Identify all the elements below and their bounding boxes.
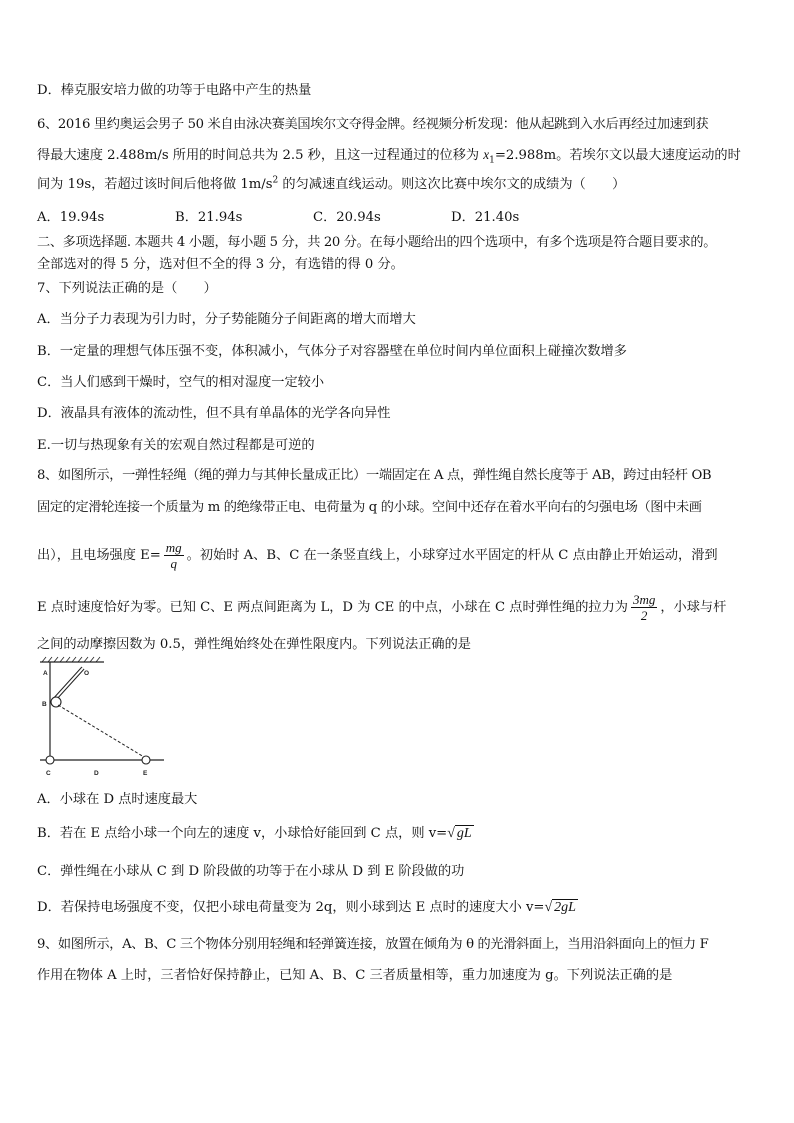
ball-e [142,756,150,764]
label-a: A [43,670,48,677]
q6-x-symbol: x [483,147,490,162]
q8-text: 。初始时 A、B、C 在一条竖直线上，小球穿过水平固定的杆从 C 点由静止开始运动，滑到 [186,548,718,563]
q8-option-b-text: B．若在 E 点给小球一个向左的速度 v，小球恰好能回到 C 点，则 v= [37,826,448,841]
q7-option-a[interactable]: A．当分子力表现为引力时，分子势能随分子间距离的增大而增大 [37,312,416,327]
dashed-rope [58,705,144,757]
fraction-denominator: 2 [640,608,648,623]
sqrt-radicand: gL [456,826,472,841]
q8-text: E 点时速度恰好为零。已知 C、E 两点间距离为 L，D 为 CE 的中点，小球在 C 点时弹性绳的拉力为 [37,600,628,615]
q6-text: 得最大速度 2.488m/s 所用的时间总共为 2.5 秒，且这一过程通过的位移为 [37,148,484,163]
q6-text: =2.988m。若埃尔文以最大速度运动的时 [494,148,741,163]
ball-c [46,756,54,764]
q6-x-subscript: 1 [489,155,495,166]
sqrt-expression: √ gL [447,826,472,841]
q8-stem-line1: 8、如图所示，一弹性轻绳（绳的弹力与其伸长量成正比）一端固定在 A 点，弹性绳自然长度等于 AB，跨过由轻杆 OB [37,468,712,483]
label-b: B [42,701,47,708]
q6-option-d[interactable]: D．21.40s [451,210,520,225]
q5-option-d: D．棒克服安培力做的功等于电路中产生的热量 [37,83,312,98]
ceiling-hatch [40,657,104,662]
q6-option-a[interactable]: A．19.94s [37,210,105,225]
label-d: D [94,770,99,777]
sqrt-radicand: 2gL [554,900,576,915]
q8-field-fraction [164,540,184,571]
q8-diagram [36,656,170,782]
fraction-denominator: q [170,556,177,571]
q8-stem-line4 [37,590,726,626]
q8-option-d-text: D．若保持电场强度不变，仅把小球电荷量变为 2q，则小球到达 E 点时的速度大小 v= [37,900,545,915]
q7-stem: 7、下列说法正确的是（ ） [37,281,217,296]
q7-option-b[interactable]: B．一定量的理想气体压强不变，体积减小，气体分子对容器壁在单位时间内单位面积上碰撞次数增多 [37,344,627,359]
q8-text: 出），且电场强度 E= [37,548,161,563]
rod-ob-inner [54,668,83,700]
label-e: E [143,770,148,777]
label-o: O [84,670,90,677]
q7-option-d[interactable]: D．液晶具有液体的流动性，但不具有单晶体的光学各向异性 [37,406,391,421]
q8-tension-fraction [631,592,657,623]
q6-stem-line1: 6、2016 里约奥运会男子 50 米自由泳决赛美国埃尔文夺得金牌。经视频分析发现：他从起跳到入水后再经过加速到获 [37,117,709,132]
section2-heading-line2: 全部选对的得 5 分，选对但不全的得 3 分，有选错的得 0 分。 [37,257,404,272]
q7-option-c[interactable]: C．当人们感到干燥时，空气的相对湿度一定较小 [37,375,325,390]
section2-heading-line1: 二、多项选择题. 本题共 4 小题，每小题 5 分，共 20 分。在每小题给出的四个选项中，有多个选项是符合题目要求的。 [37,235,717,250]
q7-option-e[interactable]: E.一切与热现象有关的宏观自然过程都是可逆的 [37,438,315,453]
q9-stem-line2: 作用在物体 A 上时，三者恰好保持静止，已知 A、B、C 三者质量相等，重力加速度为 g。下列说法正确的是 [37,968,673,983]
fraction-numerator: 3mg [632,592,656,607]
q8-option-c[interactable]: C．弹性绳在小球从 C 到 D 阶段做的功等于在小球从 D 到 E 阶段做的功 [37,864,465,879]
q8-text: ，小球与杆 [660,600,727,615]
q6-stem-line3 [37,176,625,194]
q8-stem-line3 [37,538,718,574]
q6-options [37,209,757,227]
sqrt-expression: √ 2gL [544,900,576,915]
q6-text: 间为 19s，若超过该时间后他将做 1m/s [37,177,273,192]
q8-option-d[interactable] [37,899,578,917]
q6-stem-line2 [37,146,741,165]
q6-text: 的匀减速直线运动。则这次比赛中埃尔文的成绩为（ ） [278,177,626,192]
q6-unit-superscript: 2 [272,175,279,186]
q8-stem-line5: 之间的动摩擦因数为 0.5，弹性绳始终处在弹性限度内。下列说法正确的是 [37,637,471,652]
q9-stem-line1: 9、如图所示，A、B、C 三个物体分别用轻绳和轻弹簧连接，放置在倾角为 θ 的光滑斜面上，当用沿斜面向上的恒力 F [37,937,709,952]
q8-option-b[interactable] [37,825,474,843]
q8-stem-line2: 固定的定滑轮连接一个质量为 m 的绝缘带正电、电荷量为 q 的小球。空间中还存在着水平向右的匀强电场（图中未画 [37,500,702,515]
q8-option-a[interactable]: A．小球在 D 点时速度最大 [37,792,198,807]
q6-option-c[interactable]: C．20.94s [313,210,381,225]
q6-option-b[interactable]: B．21.94s [175,210,243,225]
fraction-numerator: mg [165,540,182,555]
label-c: C [46,770,51,777]
